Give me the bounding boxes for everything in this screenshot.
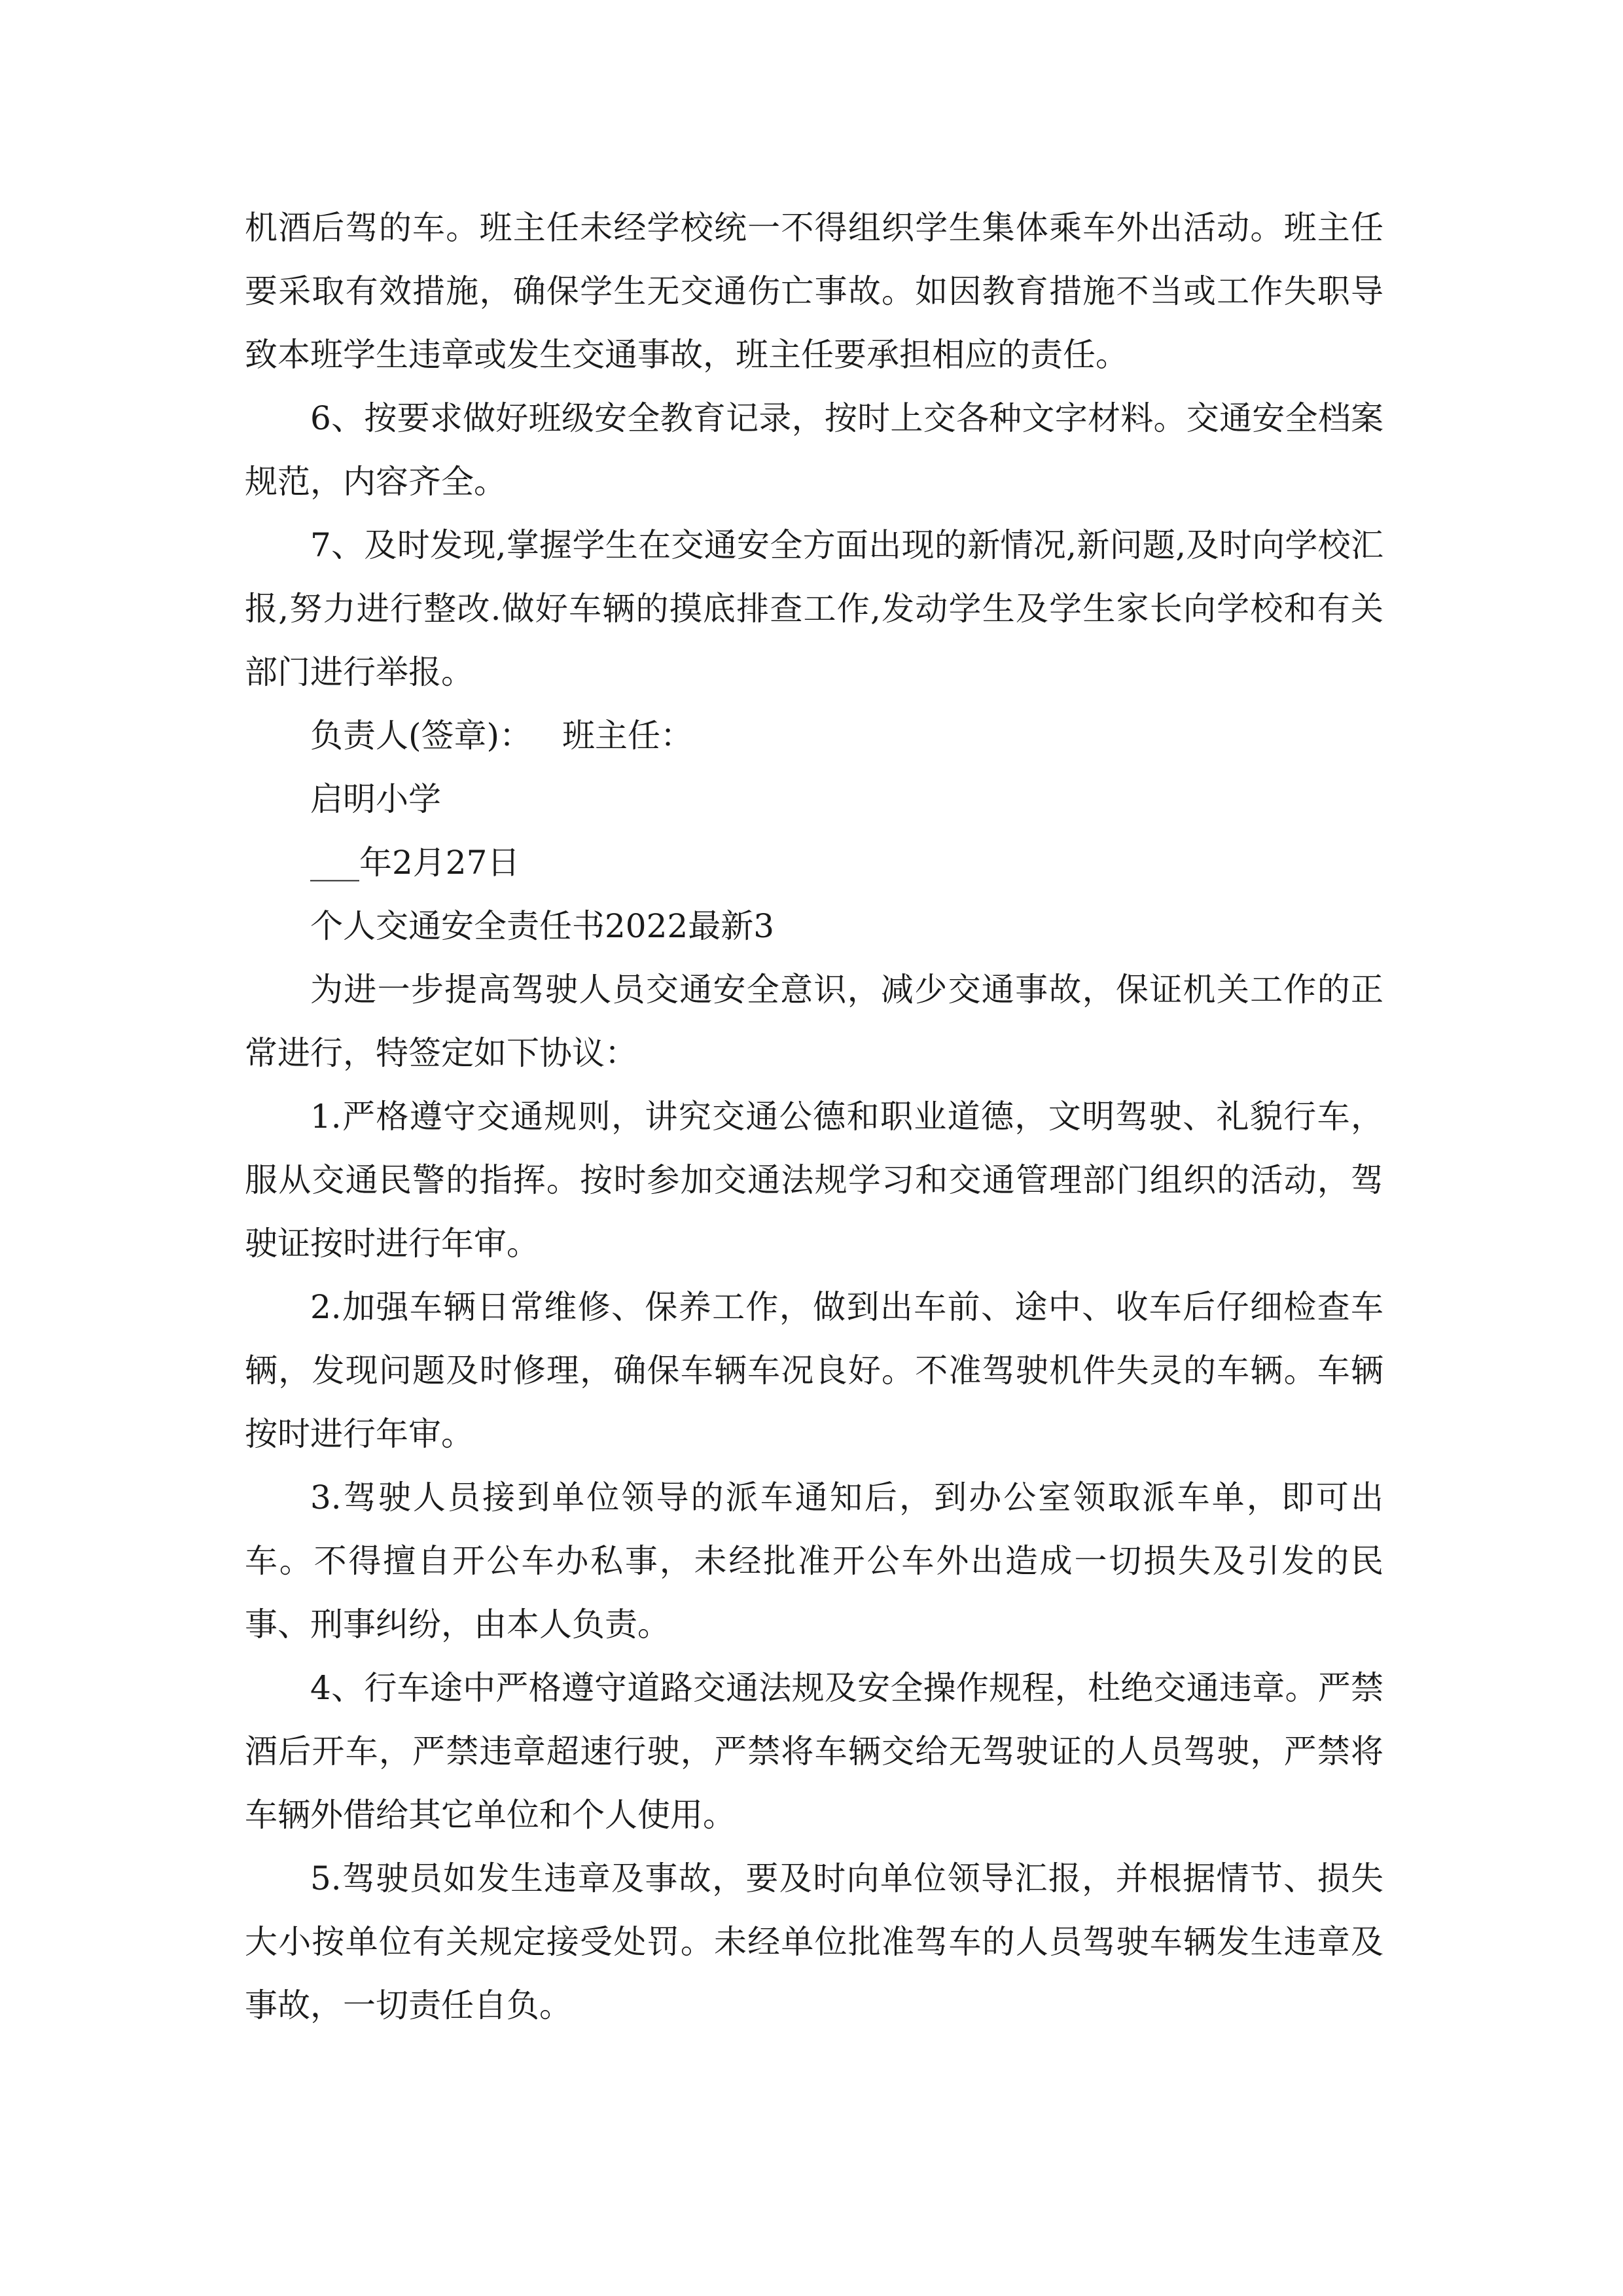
section-title: 个人交通安全责任书2022最新3: [310, 907, 775, 945]
signature-line: [245, 704, 1383, 768]
paragraph-item-6: 6、按要求做好班级安全教育记录，按时上交各种文字材料。交通安全档案规范，内容齐全。: [245, 399, 1383, 501]
document-body: [245, 196, 1383, 2037]
signature-responsible-label: 负责人(签章)：: [310, 717, 533, 755]
agreement-item-5: 5.驾驶员如发生违章及事故，要及时向单位领导汇报，并根据情节、损失大小按单位有关规定接受处罚。未经单位批准驾车的人员驾驶车辆发生违章及事故，一切责任自负。: [245, 1859, 1383, 2024]
agreement-item-4: 4、行车途中严格遵守道路交通法规及安全操作规程，杜绝交通违章。严禁酒后开车，严禁违章超速行驶，严禁将车辆交给无驾驶证的人员驾驶，严禁将车辆外借给其它单位和个人使用。: [245, 1669, 1383, 1834]
intro-paragraph: 为进一步提高驾驶人员交通安全意识，减少交通事故，保证机关工作的正常进行，特签定如下协议：: [245, 971, 1383, 1072]
agreement-item-3: 3.驾驶人员接到单位领导的派车通知后，到办公室领取派车单，即可出车。不得擅自开公车办私事，未经批准开公车外出造成一切损失及引发的民事、刑事纠纷，由本人负责。: [245, 1479, 1383, 1643]
document-date: ___年2月27日: [310, 844, 520, 882]
paragraph-item-7: 7、及时发现,掌握学生在交通安全方面出现的新情况,新问题,及时向学校汇报,努力进行整改.做好车辆的摸底排查工作,发动学生及学生家长向学校和有关部门进行举报。: [245, 526, 1383, 691]
agreement-item-2: 2.加强车辆日常维修、保养工作，做到出车前、途中、收车后仔细检查车辆，发现问题及时修理，确保车辆车况良好。不准驾驶机件失灵的车辆。车辆按时进行年审。: [245, 1288, 1383, 1453]
paragraph-continued: 机酒后驾的车。班主任未经学校统一不得组织学生集体乘车外出活动。班主任要采取有效措施，确保学生无交通伤亡事故。如因教育措施不当或工作失职导致本班学生违章或发生交通事故，班主任要承担相应的责任。: [245, 209, 1383, 374]
agreement-item-1: 1.严格遵守交通规则，讲究交通公德和职业道德，文明驾驶、礼貌行车，服从交通民警的指挥。按时参加交通法规学习和交通管理部门组织的活动，驾驶证按时进行年审。: [245, 1098, 1383, 1263]
signature-head-teacher-label: 班主任：: [562, 717, 694, 755]
school-name: 启明小学: [310, 780, 441, 818]
